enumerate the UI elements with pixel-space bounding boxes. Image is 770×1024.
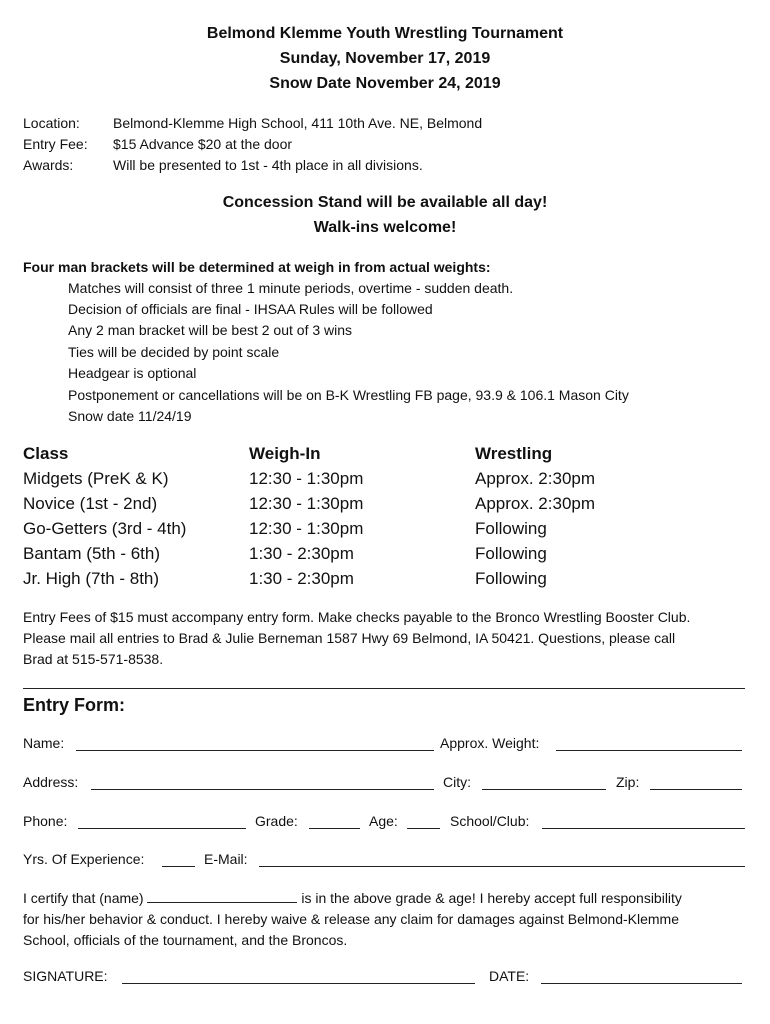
info-label: Awards: <box>23 157 74 173</box>
payment-line: Brad at 515-571-8538. <box>23 651 164 667</box>
experience-label: Yrs. Of Experience: <box>23 851 145 867</box>
certify-text: is in the above grade & age! I hereby accept full responsibility <box>301 890 682 906</box>
schedule-class: Go-Getters (3rd - 4th) <box>23 519 187 538</box>
signature-field[interactable] <box>122 983 475 984</box>
schedule-weigh-in: 12:30 - 1:30pm <box>249 519 364 538</box>
zip-field[interactable] <box>650 789 742 790</box>
date-field[interactable] <box>541 983 742 984</box>
phone-field[interactable] <box>78 828 246 829</box>
concession-announcement: Concession Stand will be available all day! <box>222 194 548 211</box>
info-value: Will be presented to 1st - 4th place in all divisions. <box>113 157 423 173</box>
address-label: Address: <box>23 774 79 790</box>
info-label: Entry Fee: <box>23 136 88 152</box>
approx-weight-label: Approx. Weight: <box>440 735 540 751</box>
rule-item: Decision of officials are final - IHSAA Rules will be followed <box>68 301 433 317</box>
schedule-wrestling: Following <box>475 544 547 563</box>
schedule-class: Novice (1st - 2nd) <box>23 494 158 513</box>
school-club-field[interactable] <box>542 828 745 829</box>
rule-item: Ties will be decided by point scale <box>68 344 280 360</box>
schedule-class: Bantam (5th - 6th) <box>23 544 161 563</box>
certification-line: School, officials of the tournament, and the Broncos. <box>23 932 348 948</box>
schedule-weigh-in: 12:30 - 1:30pm <box>249 494 364 513</box>
name-field[interactable] <box>76 750 434 751</box>
rule-item: Matches will consist of three 1 minute periods, overtime - sudden death. <box>68 280 514 296</box>
info-value: $15 Advance $20 at the door <box>113 136 293 152</box>
address-field[interactable] <box>91 789 434 790</box>
rule-item: Snow date 11/24/19 <box>68 408 192 424</box>
certification-paragraph <box>23 888 753 951</box>
tournament-title: Belmond Klemme Youth Wrestling Tournament <box>206 25 564 42</box>
entry-form-title: Entry Form: <box>23 695 126 715</box>
section-divider <box>23 688 745 689</box>
experience-field[interactable] <box>162 866 195 867</box>
rule-item: Postponement or cancellations will be on B-K Wrestling FB page, 93.9 & 106.1 Mason City <box>68 387 629 403</box>
grade-field[interactable] <box>309 828 360 829</box>
schedule-header-wrestling: Wrestling <box>475 444 553 463</box>
certify-name-field[interactable] <box>147 890 297 903</box>
certification-line <box>23 888 753 909</box>
name-label: Name: <box>23 735 65 751</box>
schedule-weigh-in: 1:30 - 2:30pm <box>249 544 354 563</box>
email-label: E-Mail: <box>204 851 248 867</box>
info-value: Belmond-Klemme High School, 411 10th Ave. NE, Belmond <box>113 115 483 131</box>
school-club-label: School/Club: <box>450 813 530 829</box>
age-label: Age: <box>369 813 398 829</box>
certify-label: I certify that (name) <box>23 890 144 906</box>
grade-label: Grade: <box>255 813 298 829</box>
schedule-wrestling: Following <box>475 569 547 588</box>
certification-line: for his/her behavior & conduct. I hereby waive & release any claim for damages against Belmond-Klemme <box>23 911 679 927</box>
schedule-class: Jr. High (7th - 8th) <box>23 569 160 588</box>
tournament-date: Sunday, November 17, 2019 <box>279 50 491 67</box>
approx-weight-field[interactable] <box>556 750 742 751</box>
age-field[interactable] <box>407 828 440 829</box>
zip-label: Zip: <box>616 774 640 790</box>
email-field[interactable] <box>259 866 745 867</box>
phone-label: Phone: <box>23 813 68 829</box>
schedule-wrestling: Approx. 2:30pm <box>475 494 596 513</box>
walkins-announcement: Walk-ins welcome! <box>313 219 457 236</box>
schedule-wrestling: Following <box>475 519 547 538</box>
schedule-header-class: Class <box>23 444 69 463</box>
snow-date: Snow Date November 24, 2019 <box>269 75 501 92</box>
payment-line: Please mail all entries to Brad & Julie Berneman 1587 Hwy 69 Belmond, IA 50421. Questions, please call <box>23 630 676 646</box>
info-label: Location: <box>23 115 80 131</box>
signature-label: SIGNATURE: <box>23 968 108 984</box>
schedule-class: Midgets (PreK & K) <box>23 469 169 488</box>
rule-item: Headgear is optional <box>68 365 197 381</box>
rule-item: Any 2 man bracket will be best 2 out of 3 wins <box>68 322 353 338</box>
payment-paragraph <box>23 607 753 670</box>
payment-line: Entry Fees of $15 must accompany entry form. Make checks payable to the Bronco Wrestling Booster Club. <box>23 609 691 625</box>
schedule-header-weigh-in: Weigh-In <box>249 444 321 463</box>
city-field[interactable] <box>482 789 606 790</box>
schedule-weigh-in: 12:30 - 1:30pm <box>249 469 364 488</box>
schedule-wrestling: Approx. 2:30pm <box>475 469 596 488</box>
schedule-weigh-in: 1:30 - 2:30pm <box>249 569 354 588</box>
city-label: City: <box>443 774 471 790</box>
date-label: DATE: <box>489 968 530 984</box>
rules-heading: Four man brackets will be determined at weigh in from actual weights: <box>23 259 491 275</box>
